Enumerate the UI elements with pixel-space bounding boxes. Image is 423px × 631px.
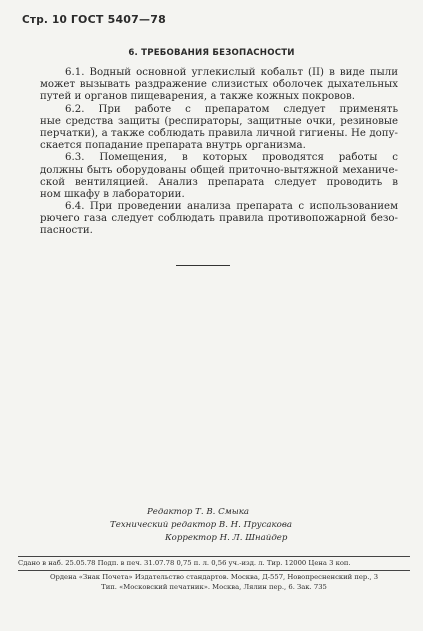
paragraph-line: перчатки), а также соблюдать правила личной гигиены. Не допу- xyxy=(40,127,398,139)
imprint-bottom-rule xyxy=(18,570,410,571)
proofreader-credit: Корректор Н. Л. Шнайдер xyxy=(165,533,288,543)
paragraph-line: ской вентиляцией. Анализ препарата следует проводить в xyxy=(40,176,398,188)
imprint-top-rule xyxy=(18,556,410,557)
standard-number: ГОСТ 5407—78 xyxy=(70,13,166,26)
page-number: Стр. 10 xyxy=(22,14,67,26)
paragraph-line: 6.4. При проведении анализа препарата с использованием xyxy=(65,201,398,213)
end-divider xyxy=(176,265,230,266)
tech-editor-credit: Технический редактор В. Н. Прусакова xyxy=(110,520,292,530)
section-title: 6. ТРЕБОВАНИЯ БЕЗОПАСНОСТИ xyxy=(128,48,295,58)
paragraph-line: 6.3. Помещения, в которых проводятся работы с xyxy=(65,152,398,164)
section-body xyxy=(40,67,398,238)
paragraph-line: пасности. xyxy=(40,225,93,237)
paragraph-line: 6.1. Водный основной углекислый кобальт (II) в виде пыли xyxy=(65,67,398,78)
paragraph-line: должны быть оборудованы общей приточно-вытяжной механиче- xyxy=(40,164,398,176)
paragraph-line: ном шкафу в лаборатории. xyxy=(40,188,185,200)
paragraph-line: рючего газа следует соблюдать правила противопожарной безо- xyxy=(40,213,398,225)
imprint-line: Сдано в наб. 25.05.78 Подп. в печ. 31.07.78 0,75 п. л. 0,56 уч.-изд. л. Тир. 12000 Цена 3 коп. xyxy=(18,559,351,567)
printer-line: Тип. «Московский печатник». Москва, Лялин пер., 6. Зак. 735 xyxy=(101,582,327,591)
paragraph-line: может вызывать раздражение слизистых оболочек дыхательных xyxy=(40,79,398,91)
page-header xyxy=(22,13,166,26)
paragraph-line: путей и органов пищеварения, а также кожных покровов. xyxy=(40,91,355,103)
publisher-info xyxy=(18,573,410,592)
paragraph-line: 6.2. При работе с препаратом следует применять xyxy=(65,103,398,115)
publisher-line: Ордена «Знак Почета» Издательство стандартов. Москва, Д-557, Новопресненский пер., 3 xyxy=(49,573,379,581)
paragraph-line: скается попадание препарата внутрь организма. xyxy=(40,140,306,152)
paragraph-line: ные средства защиты (респираторы, защитные очки, резиновые xyxy=(40,115,398,127)
editor-credit: Редактор Т. В. Смыка xyxy=(147,507,250,517)
